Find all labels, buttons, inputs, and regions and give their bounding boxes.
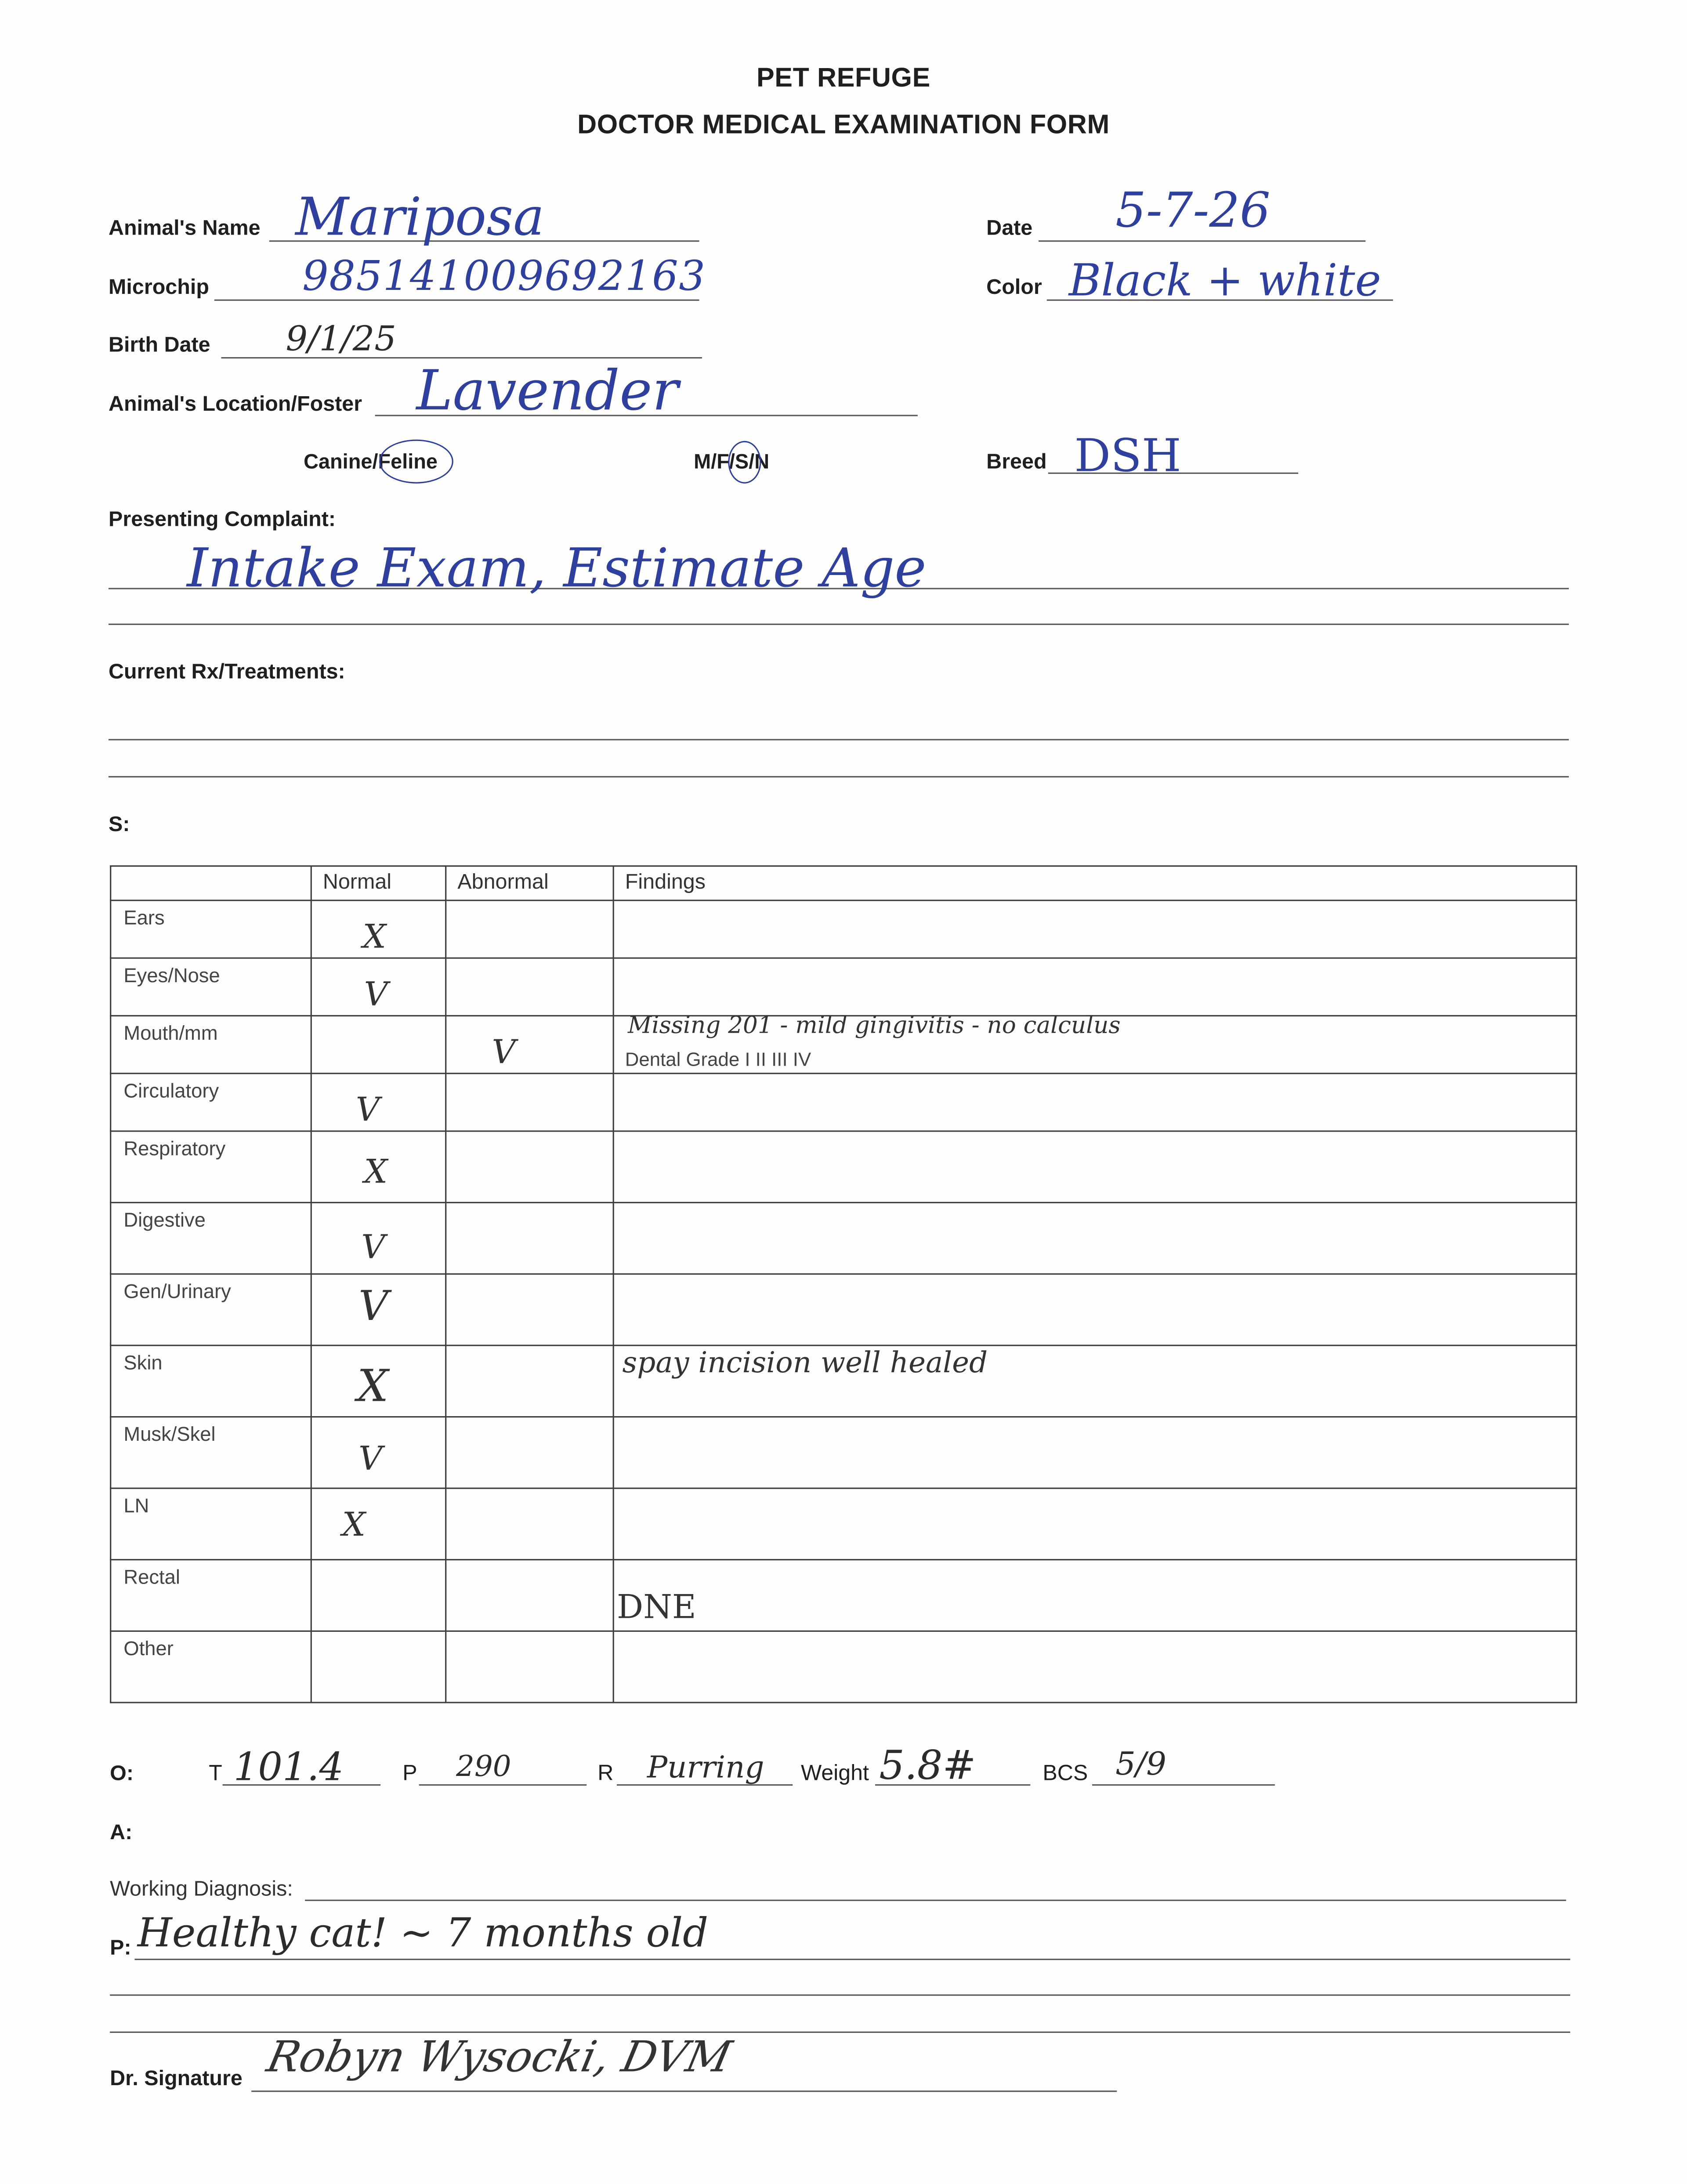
row-ln-normal-mark: X	[342, 1505, 366, 1544]
row-other-abnormal-cell[interactable]	[446, 1631, 613, 1703]
doctor-signature[interactable]: Robyn Wysocki, DVM	[262, 2032, 736, 2083]
species-feline-circle[interactable]	[379, 440, 453, 484]
bcs-label: BCS	[1043, 1762, 1088, 1786]
row-muskskel-findings-cell[interactable]	[613, 1417, 1576, 1489]
table-row	[111, 1016, 1577, 1073]
exam-table	[110, 865, 1577, 1703]
row-ears-findings-cell[interactable]	[613, 900, 1576, 958]
header-abnormal: Abnormal	[446, 866, 613, 900]
table-row	[111, 900, 1577, 958]
current-rx-label: Current Rx/Treatments:	[109, 661, 345, 684]
sex-spayed-circle[interactable]	[728, 441, 761, 484]
row-digestive-normal-mark: V	[361, 1228, 385, 1267]
location-value[interactable]: Lavender	[416, 360, 679, 423]
sex-label: M/F/S/N	[694, 450, 770, 474]
row-muskskel-abnormal-cell[interactable]	[446, 1417, 613, 1489]
s-label: S:	[109, 813, 130, 837]
row-muskskel-system: Musk/Skel	[111, 1417, 311, 1489]
row-genurinary-normal-cell[interactable]	[311, 1274, 445, 1345]
row-respiratory-normal-cell[interactable]	[311, 1131, 445, 1203]
table-row	[111, 1488, 1577, 1560]
birth-date-label: Birth Date	[109, 333, 210, 358]
row-ln-normal-cell[interactable]	[311, 1488, 445, 1560]
date-value[interactable]: 5-7-26	[1115, 184, 1271, 239]
breed-value[interactable]: DSH	[1074, 428, 1181, 482]
row-mouth-normal-cell[interactable]	[311, 1016, 445, 1073]
exam-header-row	[111, 866, 1577, 900]
working-diagnosis-line	[305, 1900, 1566, 1901]
row-ears-normal-mark: X	[362, 917, 386, 956]
table-row	[111, 1074, 1577, 1131]
table-row	[111, 1203, 1577, 1274]
location-label: Animal's Location/Foster	[109, 393, 362, 416]
row-mouth-abnormal-mark: V	[492, 1033, 516, 1072]
row-mouth-findings-cell[interactable]	[613, 1012, 1576, 1073]
row-genurinary-findings-cell[interactable]	[613, 1274, 1576, 1345]
row-eyes-findings-cell[interactable]	[613, 958, 1576, 1016]
row-mouth-abnormal-cell[interactable]	[446, 1016, 613, 1073]
table-row	[111, 1560, 1577, 1631]
row-respiratory-findings-cell[interactable]	[613, 1131, 1576, 1203]
row-skin-normal-mark: X	[357, 1360, 389, 1412]
pulse-label: P	[402, 1762, 417, 1786]
species-label: Canine/Feline	[304, 450, 438, 474]
pulse-value[interactable]: 290	[456, 1750, 511, 1783]
row-respiratory-normal-mark: X	[364, 1152, 388, 1191]
plan-line-2	[110, 1994, 1570, 1996]
row-eyes-system: Eyes/Nose	[111, 958, 311, 1016]
animal-name-value[interactable]: Mariposa	[295, 187, 545, 247]
presenting-complaint-label: Presenting Complaint:	[109, 508, 336, 532]
bcs-line	[1092, 1784, 1275, 1786]
header-findings: Findings	[613, 866, 1576, 900]
row-circulatory-system: Circulatory	[111, 1074, 311, 1131]
table-row	[111, 1274, 1577, 1345]
rx-line-2	[109, 776, 1569, 777]
table-row	[111, 1131, 1577, 1203]
row-respiratory-abnormal-cell[interactable]	[446, 1131, 613, 1203]
temp-label: T	[209, 1762, 222, 1786]
breed-label: Breed	[986, 450, 1047, 474]
row-skin-normal-cell[interactable]	[311, 1345, 445, 1417]
temp-value[interactable]: 101.4	[233, 1744, 344, 1790]
row-eyes-normal-mark: V	[364, 975, 388, 1014]
row-ears-abnormal-cell[interactable]	[446, 900, 613, 958]
row-rectal-abnormal-cell[interactable]	[446, 1560, 613, 1631]
row-other-system: Other	[111, 1631, 311, 1703]
color-value[interactable]: Black + white	[1068, 254, 1381, 307]
birth-date-value[interactable]: 9/1/25	[286, 318, 397, 359]
weight-label: Weight	[801, 1762, 869, 1786]
row-circulatory-normal-mark: V	[355, 1090, 380, 1129]
row-ears-normal-cell[interactable]	[311, 900, 445, 958]
row-skin-findings: spay incision well healed	[622, 1346, 988, 1379]
row-skin-abnormal-cell[interactable]	[446, 1345, 613, 1417]
header-system	[111, 866, 311, 900]
bcs-value[interactable]: 5/9	[1115, 1747, 1166, 1783]
row-genurinary-normal-mark: V	[358, 1283, 388, 1331]
rx-line-1	[109, 739, 1569, 740]
row-eyes-abnormal-cell[interactable]	[446, 958, 613, 1016]
a-label: A:	[110, 1821, 133, 1845]
row-muskskel-normal-cell[interactable]	[311, 1417, 445, 1489]
row-mouth-system: Mouth/mm	[111, 1016, 311, 1073]
row-skin-system: Skin	[111, 1345, 311, 1417]
signature-label: Dr. Signature	[110, 2067, 243, 2091]
row-ln-abnormal-cell[interactable]	[446, 1488, 613, 1560]
color-label: Color	[986, 276, 1042, 300]
row-ln-findings-cell[interactable]	[613, 1488, 1576, 1560]
header-normal: Normal	[311, 866, 445, 900]
plan-value[interactable]: Healthy cat! ~ 7 months old	[137, 1909, 709, 1956]
date-line	[1039, 240, 1365, 242]
row-other-normal-cell[interactable]	[311, 1631, 445, 1703]
plan-label: P:	[110, 1937, 131, 1960]
row-rectal-system: Rectal	[111, 1560, 311, 1631]
row-digestive-normal-cell[interactable]	[311, 1203, 445, 1274]
row-mouth-findings: Missing 201 - mild gingivitis - no calculus	[628, 1012, 1121, 1040]
table-row	[111, 1631, 1577, 1703]
o-label: O:	[110, 1762, 134, 1786]
row-ln-system: LN	[111, 1488, 311, 1560]
row-rectal-findings: DNE	[617, 1587, 696, 1627]
row-digestive-findings-cell[interactable]	[613, 1203, 1576, 1274]
plan-line	[134, 1959, 1570, 1960]
weight-value[interactable]: 5.8#	[879, 1742, 976, 1789]
row-circulatory-abnormal-cell[interactable]	[446, 1074, 613, 1131]
complaint-line-2	[109, 624, 1569, 625]
table-row	[111, 958, 1577, 1016]
row-circulatory-findings-cell[interactable]	[613, 1074, 1576, 1131]
row-circulatory-normal-cell[interactable]	[311, 1074, 445, 1131]
working-diagnosis-label: Working Diagnosis:	[110, 1877, 293, 1901]
row-rectal-findings-cell[interactable]	[613, 1560, 1576, 1631]
date-label: Date	[986, 217, 1033, 241]
row-rectal-normal-cell[interactable]	[311, 1560, 445, 1631]
microchip-label: Microchip	[109, 276, 209, 300]
org-name: PET REFUGE	[756, 63, 930, 94]
row-muskskel-normal-mark: V	[358, 1439, 383, 1478]
row-digestive-abnormal-cell[interactable]	[446, 1203, 613, 1274]
table-row	[111, 1345, 1577, 1417]
microchip-value[interactable]: 985141009692163	[302, 253, 706, 301]
row-genurinary-abnormal-cell[interactable]	[446, 1274, 613, 1345]
animal-name-label: Animal's Name	[109, 217, 261, 241]
pulse-line	[419, 1784, 586, 1786]
row-other-findings-cell[interactable]	[613, 1631, 1576, 1703]
presenting-complaint-value[interactable]: Intake Exam, Estimate Age	[187, 538, 927, 600]
row-digestive-system: Digestive	[111, 1203, 311, 1274]
signature-line	[251, 2090, 1117, 2092]
resp-label: R	[597, 1762, 614, 1786]
dental-grade-label[interactable]: Dental Grade I II III IV	[625, 1048, 811, 1070]
table-row	[111, 1417, 1577, 1489]
row-respiratory-system: Respiratory	[111, 1131, 311, 1203]
form-title: DOCTOR MEDICAL EXAMINATION FORM	[577, 110, 1110, 140]
row-skin-findings-cell[interactable]	[613, 1345, 1576, 1417]
row-genurinary-system: Gen/Urinary	[111, 1274, 311, 1345]
row-ears-system: Ears	[111, 900, 311, 958]
resp-value[interactable]: Purring	[647, 1751, 764, 1786]
row-eyes-normal-cell[interactable]	[311, 958, 445, 1016]
